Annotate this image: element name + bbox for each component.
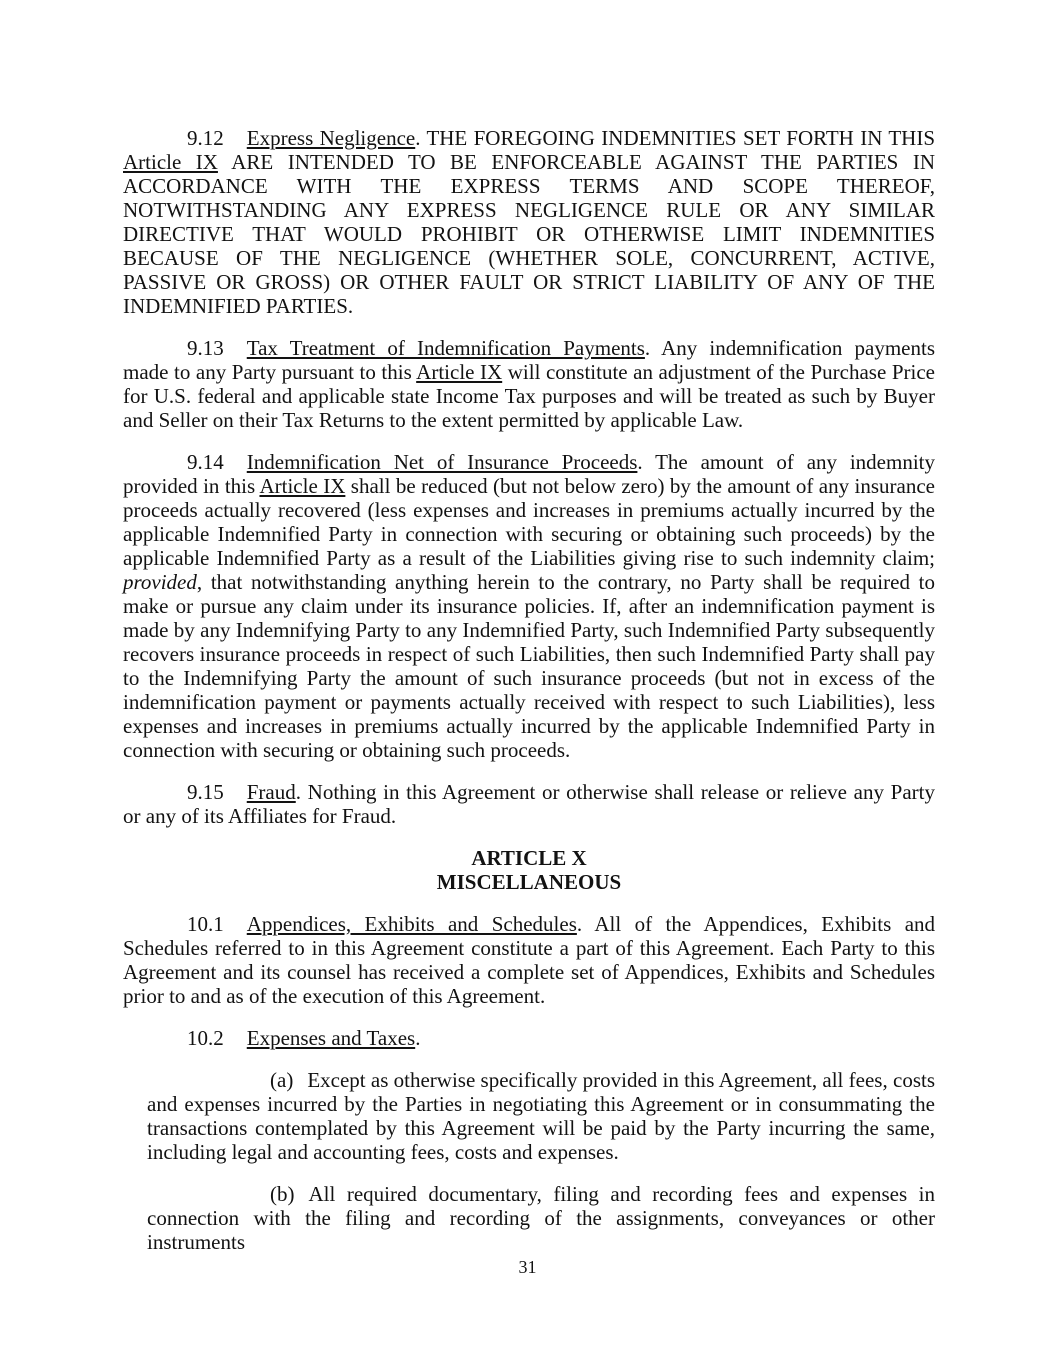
italic-text: provided (123, 570, 197, 594)
section-9-15-fraud (123, 780, 935, 828)
text-run: (b) (270, 1182, 295, 1206)
text-run: 9.15 (187, 780, 224, 804)
text-run: 10.2 (187, 1026, 224, 1050)
text-run: (a) (270, 1068, 294, 1092)
text-run: . All of the Appendices, Exhibits and Schedules referred to in this Agreement constitute a part of this Agreement. Each Party to this Agreement and its counsel has received a complete set of Appendices, Exhibits and Schedules prior to and as of the execution of this Agreement. (123, 912, 936, 1008)
text-run: ARE INTENDED TO BE ENFORCEABLE AGAINST THE PARTIES IN ACCORDANCE WITH THE EXPRESS TERMS AND SCOPE THEREOF, NOTWITHSTANDING ANY EXPRESS NEGLIGENCE RULE OR ANY SIMILAR DIRECTIVE THAT WOULD PROHIBIT OR OTHERWISE LIMIT INDEMNITIES BECAUSE OF THE NEGLIGENCE (WHETHER SOLE, CONCURRENT, ACTIVE, PASSIVE OR GROSS) OR OTHER FAULT OR STRICT LIABILITY OF ANY OF THE INDEMNIFIED PARTIES. (123, 150, 935, 318)
text-run: All required documentary, filing and recording fees and expenses in connection with the filing and recording of the assignments, conveyances or other instruments (147, 1182, 935, 1254)
text-run: Except as otherwise specifically provided in this Agreement, all fees, costs and expenses incurred by the Parties in negotiating this Agreement or in consummating the transactions contemplated by this Agreement will be paid by the Party incurring the same, including legal and accounting fees, costs and expenses. (147, 1068, 935, 1164)
text-run: . Any indemnification payments made to any Party pursuant to this (123, 336, 935, 384)
underlined-text: Article IX (123, 150, 218, 174)
underlined-text: Article IX (416, 360, 503, 384)
underlined-text: Article IX (259, 474, 346, 498)
underlined-text: Expenses and Taxes (246, 1026, 416, 1050)
page-number: 31 (518, 1257, 537, 1277)
text-run: . (415, 1026, 421, 1050)
article-x-heading (123, 846, 935, 870)
underlined-text: Tax Treatment of Indemnification Payments (246, 336, 645, 360)
text-run: will constitute an adjustment of the Purchase Price for U.S. federal and applicable state Income Tax purposes and will be treated as such by Buyer and Seller on their Tax Returns to the extent permitted by applicable Law. (123, 360, 935, 432)
text-run: 9.13 (187, 336, 224, 360)
text-run: MISCELLANEOUS (436, 870, 622, 894)
text-run: . THE FOREGOING INDEMNITIES SET FORTH IN THIS (415, 126, 935, 150)
text-run: 9.14 (187, 450, 224, 474)
underlined-text: Indemnification Net of Insurance Proceeds (246, 450, 638, 474)
subsection-10-2-a (147, 1068, 935, 1164)
section-10-2-expenses-and-taxes (123, 1026, 935, 1050)
text-run: 9.12 (187, 126, 224, 150)
section-9-13-tax-treatment (123, 336, 935, 432)
section-9-12-express-negligence (123, 126, 935, 318)
article-x-subheading (123, 870, 935, 894)
text-run: shall be reduced (but not below zero) by the amount of any insurance proceeds actually recovered (less expenses and increases in premiums actually incurred by the applicable Indemnified Party in connection with securing or obtaining such proceeds) by the applicable Indemnified Party as a result of the Liabilities giving rise to such indemnity claim; (123, 474, 935, 570)
text-run: . The amount of any indemnity provided in this (123, 450, 935, 498)
text-run: ARTICLE X (471, 846, 587, 870)
text-run: 10.1 (187, 912, 224, 936)
text-run: , that notwithstanding anything herein to the contrary, no Party shall be required to make or pursue any claim under its insurance policies. If, after an indemnification payment is made by any Indemnifying Party to any Indemnified Party, such Indemnified Party subsequently recovers insurance proceeds in respect of such Liabilities, then such Indemnified Party shall pay to the Indemnifying Party the amount of such insurance proceeds (but not in excess of the indemnification payment or payments actually received with respect to such Liabilities), less expenses and increases in premiums actually incurred by the applicable Indemnified Party in connection with securing or obtaining such proceeds. (123, 570, 935, 762)
underlined-text: Fraud (246, 780, 296, 804)
subsection-10-2-b (147, 1182, 935, 1254)
text-run: . Nothing in this Agreement or otherwise shall release or relieve any Party or any of its Affiliates for Fraud. (123, 780, 935, 828)
section-10-1-appendices-exhibits-schedules (123, 912, 935, 1008)
section-9-14-indemnification-net-of-insurance (123, 450, 935, 762)
document-body (123, 126, 935, 1254)
underlined-text: Express Negligence (246, 126, 416, 150)
underlined-text: Appendices, Exhibits and Schedules (246, 912, 577, 936)
